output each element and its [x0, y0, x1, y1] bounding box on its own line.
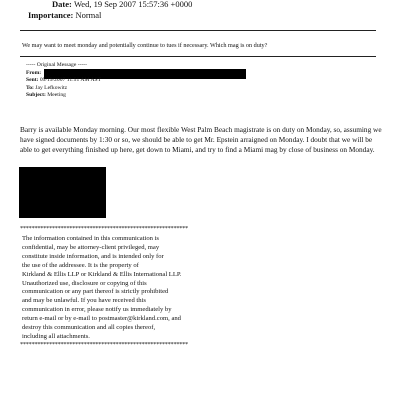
- header-divider: [20, 30, 376, 31]
- disclaimer-stars-bottom: **********************************************************: [20, 341, 188, 348]
- reply-divider: [20, 56, 376, 57]
- subject-label: Subject:: [26, 92, 46, 98]
- to-value: Jay Lefkowitz: [35, 84, 68, 91]
- to-label: To:: [26, 84, 34, 91]
- signature-redaction: [19, 167, 106, 218]
- message-body: Barry is available Monday morning. Our most flexible West Palm Beach magistrate is on duty on Monday, so, assuming we have signed documents by 1:30 or so, we should be able to get Mr. Epstein arraigned on Monday. I doubt that we will be able to get everything finished up here, get down to Miami, and try to find a Miami mag by close of business on Monday.: [20, 125, 382, 154]
- to-field: [26, 85, 67, 92]
- importance-field: [28, 10, 101, 20]
- disclaimer-stars-top: **********************************************************: [20, 225, 188, 232]
- subject-field: [26, 92, 66, 99]
- importance-label: Importance:: [28, 10, 74, 20]
- sent-value: 09/19/2007 11:51 AM AST: [39, 77, 102, 83]
- date-label: Date:: [52, 0, 72, 9]
- sent-label: Sent:: [26, 77, 39, 83]
- date-field: [52, 0, 192, 9]
- sent-field: [26, 77, 101, 84]
- from-label: From:: [26, 69, 42, 76]
- disclaimer-text: The information contained in this communication is confidential, may be attorney-client privileged, may constitute inside information, and is intended only for the use of the addressee. It is the property of Kirkland & Ellis LLP or Kirkland & Ellis International LLP. Unauthorized use, disclosure or copying of this communication or any part thereof is strictly prohibited and may be unlawful. If you have received this communication in error, please notify us immediately by return e-mail or by e-mail to postmaster@kirkland.com, and destroy this communication and all copies thereof, including all attachments.: [22, 235, 182, 340]
- original-divider: ----- Original Message -----: [26, 62, 88, 68]
- importance-value: Normal: [75, 10, 102, 20]
- reply-text: We may want to meet monday and potentially continue to tues if necessary. Which mag is on duty?: [22, 42, 268, 49]
- date-value: Wed, 19 Sep 2007 15:57:36 +0000: [73, 0, 193, 9]
- from-field: [26, 70, 41, 77]
- subject-value: Meeting: [47, 92, 66, 98]
